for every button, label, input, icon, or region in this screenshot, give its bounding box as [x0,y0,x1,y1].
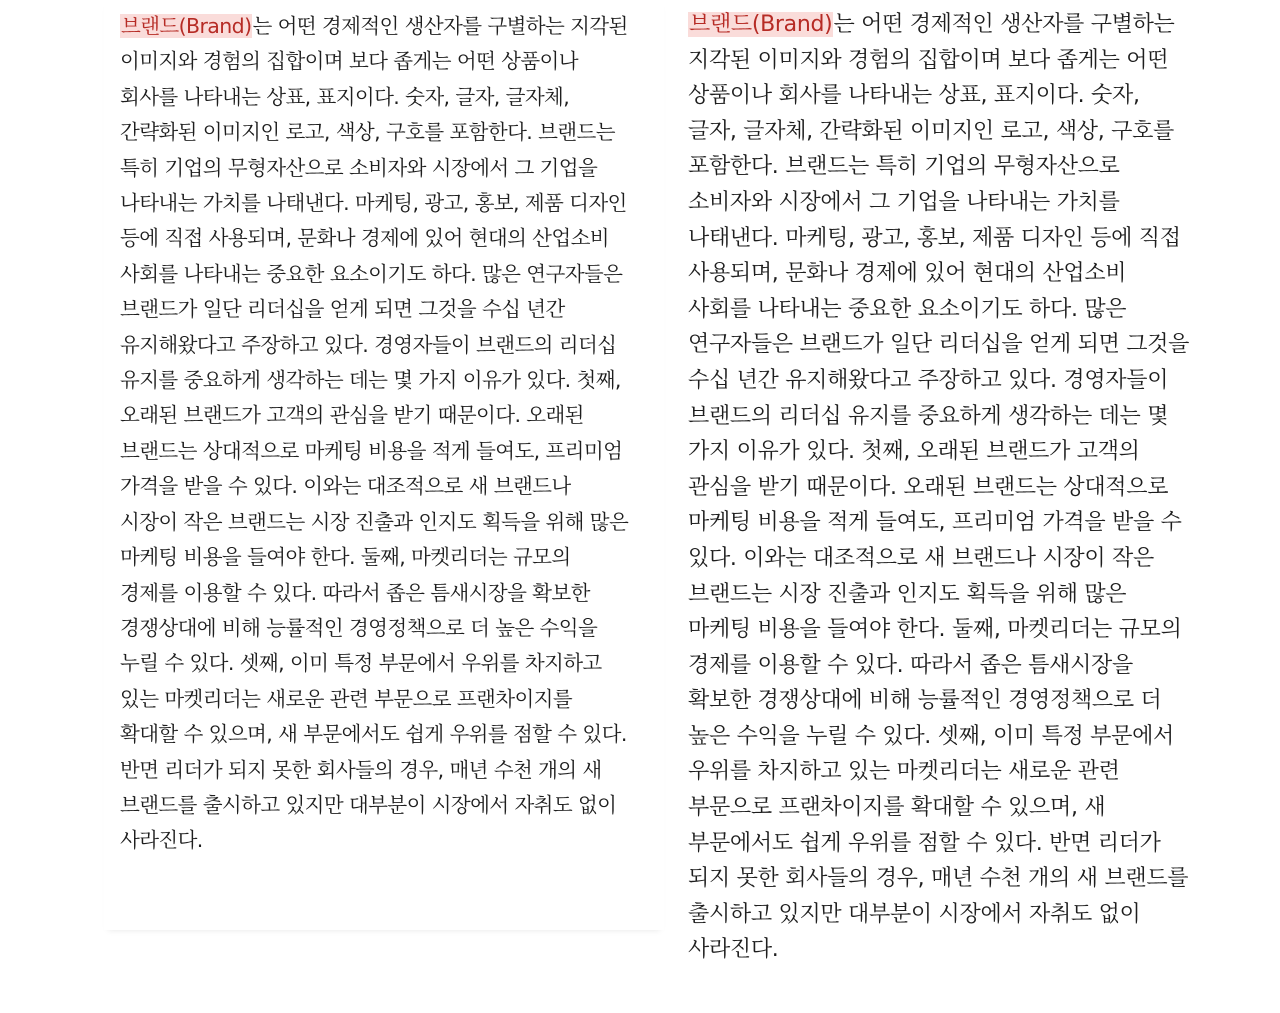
left-text-panel [104,0,664,930]
left-paragraph [120,9,630,859]
right-text-panel [688,0,1208,1013]
right-highlighted-term[interactable]: 브랜드(Brand) [689,12,833,37]
right-paragraph [688,7,1193,968]
left-paragraph-body: 는 어떤 경제적인 생산자를 구별하는 지각된 이미지와 경험의 집합이며 보다 좁게는 어떤 상품이나 회사를 나타내는 상표, 표지이다. 숫자, 글자, 글자체, 간략화된 이미지인 로고, 색상, 구호를 포함한다. 브랜드는 특히 기업의 무형자산으로 소비자와 시장에서 그 기업을 나타내는 가치를 나태낸다. 마케팅, 광고, 홍보, 제품 디자인 등에 직접 사용되며, 문화나 경제에 있어 현대의 산업소비 사회를 나타내는 중요한 요소이기도 하다. 많은 연구자들은 브랜드가 일단 리더십을 얻게 되면 그것을 수십 년간 유지해왔다고 주장하고 있다. 경영자들이 브랜드의 리더십 유지를 중요하게 생각하는 데는 몇 가지 이유가 있다. 첫째, 오래된 브랜드가 고객의 관심을 받기 때문이다. 오래된 브랜드는 상대적으로 마케팅 비용을 적게 들여도, 프리미엄 가격을 받을 수 있다. 이와는 대조적으로 새 브랜드나 시장이 작은 브랜드는 시장 진출과 인지도 획득을 위해 많은 마케팅 비용을 들여야 한다. 둘째, 마켓리더는 규모의 경제를 이용할 수 있다. 따라서 좁은 틈새시장을 확보한 경쟁상대에 비해 능률적인 경영정책으로 더 높은 수익을 누릴 수 있다. 셋째, 이미 특정 부문에서 우위를 차지하고 있는 마켓리더는 새로운 관련 부문으로 프랜차이지를 확대할 수 있으며, 새 부문에서도 쉽게 우위를 점할 수 있다. 반면 리더가 되지 못한 회사들의 경우, 매년 수천 개의 새 브랜드를 출시하고 있지만 대부분이 시장에서 자취도 없이 사라진다. [120,14,629,853]
right-paragraph-body: 는 어떤 경제적인 생산자를 구별하는 지각된 이미지와 경험의 집합이며 보다 좁게는 어떤 상품이나 회사를 나타내는 상표, 표지이다. 숫자, 글자, 글자체, 간략화된 이미지인 로고, 색상, 구호를 포함한다. 브랜드는 특히 기업의 무형자산으로 소비자와 시장에서 그 기업을 나타내는 가치를 나태낸다. 마케팅, 광고, 홍보, 제품 디자인 등에 직접 사용되며, 문화나 경제에 있어 현대의 산업소비 사회를 나타내는 중요한 요소이기도 하다. 많은 연구자들은 브랜드가 일단 리더십을 얻게 되면 그것을 수십 년간 유지해왔다고 주장하고 있다. 경영자들이 브랜드의 리더십 유지를 중요하게 생각하는 데는 몇 가지 이유가 있다. 첫째, 오래된 브랜드가 고객의 관심을 받기 때문이다. 오래된 브랜드는 상대적으로 마케팅 비용을 적게 들여도, 프리미엄 가격을 받을 수 있다. 이와는 대조적으로 새 브랜드나 시장이 작은 브랜드는 시장 진출과 인지도 획득을 위해 많은 마케팅 비용을 들여야 한다. 둘째, 마켓리더는 규모의 경제를 이용할 수 있다. 따라서 좁은 틈새시장을 확보한 경쟁상대에 비해 능률적인 경영정책으로 더 높은 수익을 누릴 수 있다. 셋째, 이미 특정 부문에서 우위를 차지하고 있는 마켓리더는 새로운 관련 부문으로 프랜차이지를 확대할 수 있으며, 새 부문에서도 쉽게 우위를 점할 수 있다. 반면 리더가 되지 못한 회사들의 경우, 매년 수천 개의 새 브랜드를 출시하고 있지만 대부분이 시장에서 자취도 없이 사라진다. [688,12,1190,963]
left-highlighted-term[interactable]: 브랜드(Brand) [121,14,252,38]
